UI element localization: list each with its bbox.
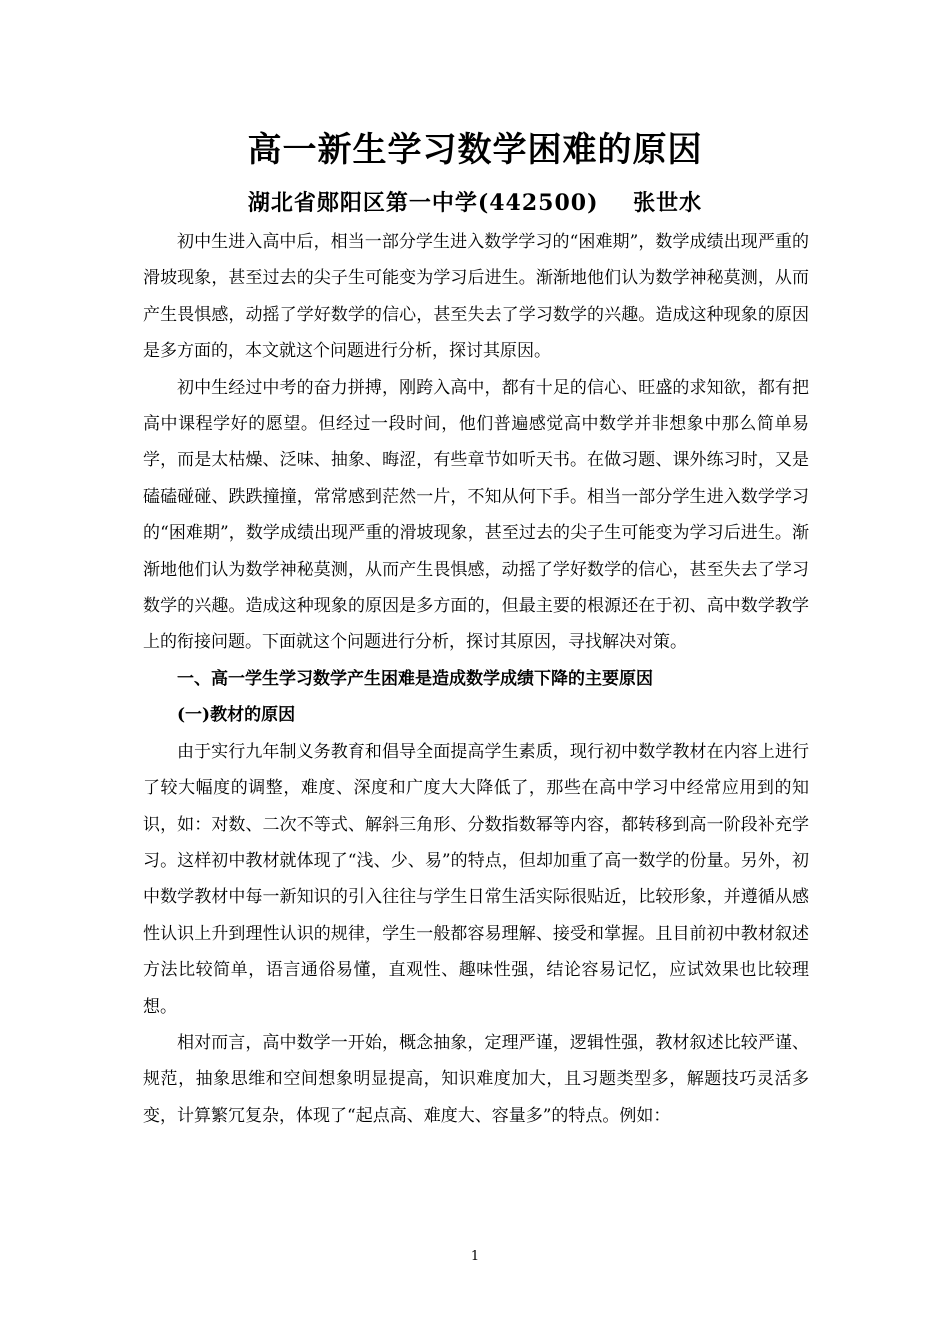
body-paragraph: 初中生进入高中后，相当一部分学生进入数学学习的“困难期”，数学成绩出现严重的滑坡现象，甚至过去的尖子生可能变为学习后进生。渐渐地他们认为数学神秘莫测，从而产生畏惧感，动摇了学好数学的信心，甚至失去了学习数学的兴趣。造成这种现象的原因是多方面的，本文就这个问题进行分析，探讨其原因。 xyxy=(143,232,809,362)
body-paragraph: 由于实行九年制义务教育和倡导全面提高学生素质，现行初中数学教材在内容上进行了较大幅度的调整，难度、深度和广度大大降低了，那些在高中学习中经常应用到的知识，如：对数、二次不等式、解斜三角形、分数指数幂等内容，都转移到高一阶段补充学习。这样初中教材就体现了“浅、少、易”的特点，但却加重了高一数学的份量。另外，初中数学教材中每一新知识的引入往往与学生日常生活实际很贴近，比较形象，并遵循从感性认识上升到理性认识的规律，学生一般都容易理解、接受和掌握。且目前初中教材叙述方法比较简单，语言通俗易懂，直观性、趣味性强，结论容易记忆，应试效果也比较理想。 xyxy=(143,741,809,1017)
subsection-heading: (一)教材的原因 xyxy=(177,705,296,726)
section-heading: 一、高一学生学习数学产生困难是造成数学成绩下降的主要原因 xyxy=(177,668,653,689)
document-title: 高一新生学习数学困难的原因 xyxy=(247,130,703,170)
document-body xyxy=(143,224,809,1134)
body-paragraph: 初中生经过中考的奋力拼搏，刚跨入高中，都有十足的信心、旺盛的求知欲，都有把高中课程学好的愿望。但经过一段时间，他们普遍感觉高中数学并非想象中那么简单易学，而是太枯燥、泛味、抽象、晦涩，有些章节如听天书。在做习题、课外练习时，又是磕磕碰碰、跌跌撞撞，常常感到茫然一片，不知从何下手。相当一部分学生进入数学学习的“困难期”，数学成绩出现严重的滑坡现象，甚至过去的尖子生可能变为学习后进生。渐渐地他们认为数学神秘莫测，从而产生畏惧感，动摇了学好数学的信心，甚至失去了学习数学的兴趣。造成这种现象的原因是多方面的，但最主要的根源还在于初、高中数学教学上的衔接问题。下面就这个问题进行分析，探讨其原因，寻找解决对策。 xyxy=(143,377,809,653)
page-number: 1 xyxy=(470,1249,480,1264)
author-byline: 湖北省郧阳区第一中学(442500) 张世水 xyxy=(247,190,703,216)
body-paragraph: 相对而言，高中数学一开始，概念抽象，定理严谨，逻辑性强，教材叙述比较严谨、规范，抽象思维和空间想象明显提高，知识难度加大，且习题类型多，解题技巧灵活多变，计算繁冗复杂，体现了“起点高、难度大、容量多”的特点。例如： xyxy=(143,1032,809,1126)
